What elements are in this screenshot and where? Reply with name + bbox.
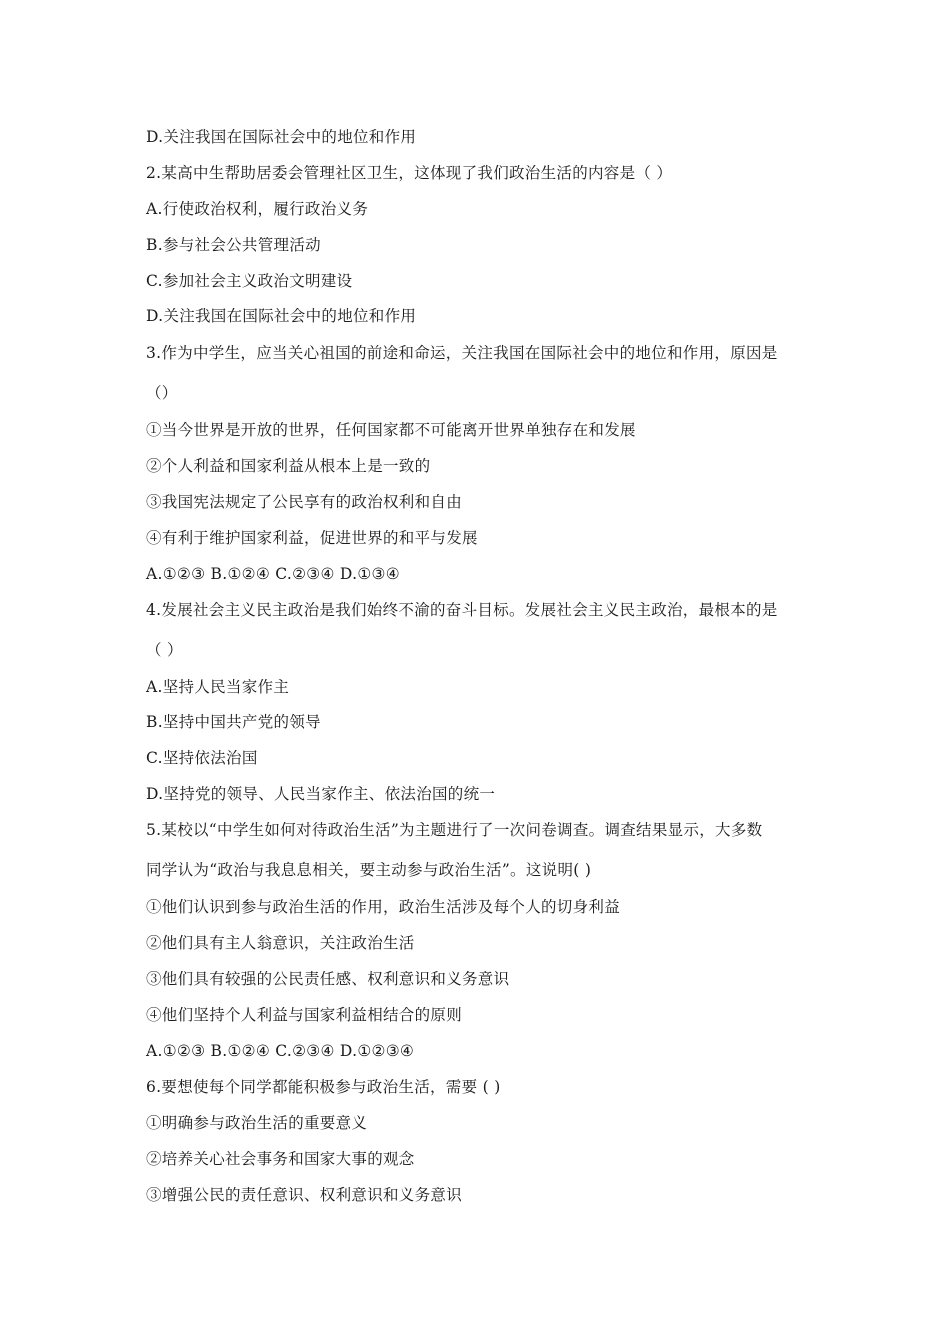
options-5: A.①②③ B.①②④ C.②③④ D.①②③④ <box>146 1042 415 1060</box>
statement-5-4: ④他们坚持个人利益与国家利益相结合的原则 <box>146 1006 463 1024</box>
question-4: 4.发展社会主义民主政治是我们始终不渝的奋斗目标。发展社会主义民主政治，最根本的是 <box>146 601 778 619</box>
statement-6-2: ②培养关心社会事务和国家大事的观念 <box>146 1150 415 1168</box>
option-4a: A.坚持人民当家作主 <box>146 678 290 696</box>
option-2d: D.关注我国在国际社会中的地位和作用 <box>146 307 417 325</box>
option-4d: D.坚持党的领导、人民当家作主、依法治国的统一 <box>146 785 496 803</box>
question-3-bracket: （） <box>146 384 178 402</box>
statement-5-2: ②他们具有主人翁意识，关注政治生活 <box>146 934 415 952</box>
option-2b: B.参与社会公共管理活动 <box>146 236 321 254</box>
option-4b: B.坚持中国共产党的领导 <box>146 713 321 731</box>
options-3: A.①②③ B.①②④ C.②③④ D.①③④ <box>146 565 400 583</box>
question-6: 6.要想使每个同学都能积极参与政治生活，需要 ( ) <box>146 1078 501 1096</box>
option-2a: A.行使政治权利，履行政治义务 <box>146 200 369 218</box>
statement-5-3: ③他们具有较强的公民责任感、权利意识和义务意识 <box>146 970 510 988</box>
option-4c: C.坚持依法治国 <box>146 749 258 767</box>
question-5-cont: 同学认为“政治与我息息相关，要主动参与政治生活”。这说明( ) <box>146 861 592 879</box>
question-2: 2.某高中生帮助居委会管理社区卫生，这体现了我们政治生活的内容是（ ） <box>146 164 673 182</box>
statement-3-4: ④有利于维护国家利益，促进世界的和平与发展 <box>146 529 478 547</box>
statement-6-1: ①明确参与政治生活的重要意义 <box>146 1114 368 1132</box>
option-1d: D.关注我国在国际社会中的地位和作用 <box>146 128 417 146</box>
question-5: 5.某校以“中学生如何对待政治生活”为主题进行了一次问卷调查。调查结果显示，大多数 <box>146 821 763 839</box>
statement-3-2: ②个人利益和国家利益从根本上是一致的 <box>146 457 431 475</box>
statement-5-1: ①他们认识到参与政治生活的作用，政治生活涉及每个人的切身利益 <box>146 898 621 916</box>
statement-3-1: ①当今世界是开放的世界，任何国家都不可能离开世界单独存在和发展 <box>146 421 636 439</box>
statement-6-3: ③增强公民的责任意识、权利意识和义务意识 <box>146 1186 463 1204</box>
question-3: 3.作为中学生，应当关心祖国的前途和命运，关注我国在国际社会中的地位和作用，原因是 <box>146 344 778 362</box>
question-4-bracket: （ ） <box>146 641 183 659</box>
statement-3-3: ③我国宪法规定了公民享有的政治权利和自由 <box>146 493 463 511</box>
option-2c: C.参加社会主义政治文明建设 <box>146 272 353 290</box>
